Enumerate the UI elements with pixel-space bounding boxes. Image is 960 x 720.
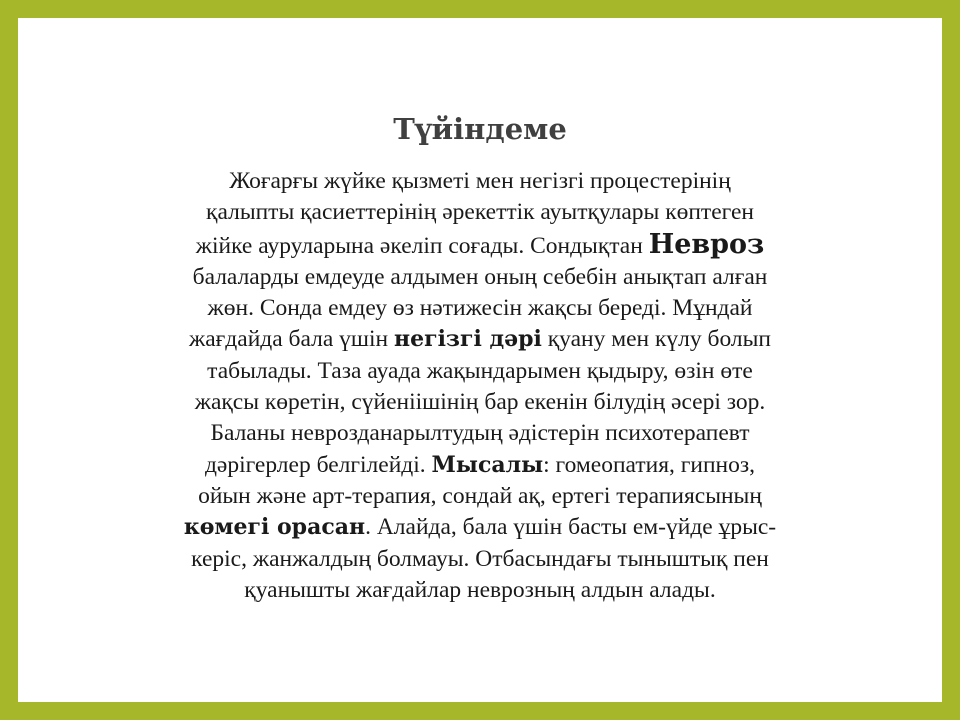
text-line: көмегі орасан. Алайда, бала үшін басты ем-үйде ұрыс- [183,514,777,541]
summary-paragraph [100,166,860,606]
text-line: қуанышты жағдайлар неврозның алдын алады. [244,576,716,603]
text-line: керіс, жанжалдың болмауы. Отбасындағы тыныштық пен [191,545,769,572]
text-line: жағдайда бала үшін негізгі дәрі қуану мен күлу болып [189,326,771,353]
text-line: қалыпты қасиеттерінің әрекеттік ауытқулары көптеген [206,199,754,226]
slide-title: Түйіндеме [393,112,567,146]
keyword-neurosis: Невроз [648,228,765,260]
text-line: ойын және арт-терапия, сондай ақ, ертегі терапиясының [198,482,762,509]
keyword-great-help: көмегі орасан [183,514,366,541]
keyword-main-medicine: негізгі дәрі [393,326,542,353]
text-line: Баланы неврозданарылтудың әдістерін психотерапевт [210,420,750,447]
text-line: жөн. Сонда емдеу өз нәтижесін жақсы береді. Мұндай [207,295,753,322]
text-line: жійке ауруларына әкеліп соғады. Сондықтан Невроз [195,228,765,260]
slide [18,18,942,702]
text-line: жақсы көретін, сүйеніішінің бар екенін білудің әсері зор. [194,389,766,416]
keyword-examples: Мысалы [431,451,544,478]
text-line: дәрігерлер белгілейді. Мысалы: гомеопатия, гипноз, [204,451,756,478]
text-line: балаларды емдеуде алдымен оның себебін анықтап алған [192,263,768,290]
text-line: Жоғарғы жүйке қызметі мен негізгі процестерінің [229,168,731,194]
text-line: табылады. Таза ауада жақындарымен қыдыру, өзін өте [207,357,753,384]
